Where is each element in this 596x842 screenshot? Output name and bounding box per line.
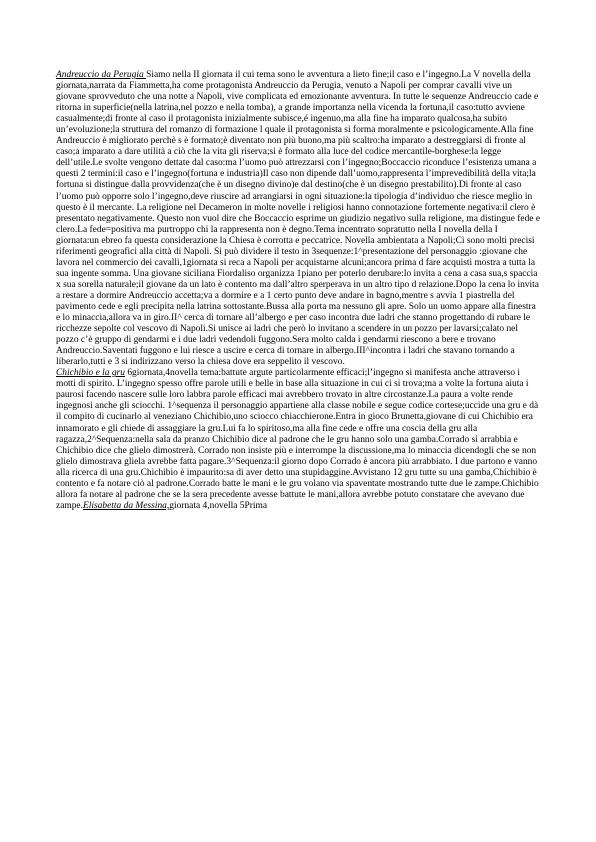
paragraph-andreuccio xyxy=(56,70,542,368)
story-text-andreuccio: Siamo nella II giornata il cui tema sono le avventura a lieto fine;il caso e l’ingegno.La V novella della giornata,narrata da Fiammetta,ha come protagonista Andreuccio da Perugia, venuto a Napoli per comprar cavalli vive un giovane sprovveduto che una notte a Napoli, vive complicata ed emozionante avventura. In tutte le sequenze Andreuccio cade e ritorna in superficie(nella latrina,nel pozzo e nella tomba), a grande importanza nella vicenda la fortuna,il caso:tutto avviene casualmente;di fronte al caso il protagonista inizialmente subisce,é ingenuo,ma alla fine ha imparato qualcosa,ha subito un’evoluzione;la struttura del romanzo di formazione l quale il protagonista si forma moralmente e psicologicamente.Alla fine Andreuccio è migliorato perchè s è formato;è diventato non più buono,ma più scaltro:ha imparato a destreggiarsi di fronte al caso;a imparato a dare utilità a ciò che la vita gli riserva;si è formato alla luce del codice mercantile-borghese:la legge dell’utile.Le svolte vengono dettate dal caso:ma l’uomo può attrezzarsi con l’ingegno;Boccaccio riconduce l’esistenza umana a questi 2 termini:il caso e l’ingegno(fortuna e industria)Il caso non dipende dall’uomo,rappresenta l’imprevedibilità della vita;la fortuna si distingue dalla provvidenza(che è un disegno divino)e dal destino(che è un disegno prestabilito).Di fronte al caso l’uomo può opporre solo l’ingegno,deve riuscire ad arrangiarsi in ogni situazione:la tipologia d’individuo che riesce meglio in questo è il mercante. La religione nel Decameron in molte novelle i religiosi hanno connotazione fortemente negativa:il clero è presentato negativamente. Questo non vuol dire che Boccaccio esprime un giudizio negativo sulla religione, ma distingue fede e clero.La fede=positiva ma purtroppo chi la rappresenta non è degno.Tema incentrato sopratutto nella I novella della I giornata:un ebreo fa questa considerazione la Chiesa è corrotta e peccatrice. Novella ambientata a Napoli;Ci sono molti precisi riferimenti geografici alla città di Napoli. Si può dividere il testo in 3sequenze:1^presentazione del personaggio :giovane che lavora nel commercio dei cavalli,1giornata si reca a Napoli per acquistarne alcuni;ancora prima d fare acquisti mostra a tutta la sua ingente somma. Una giovane siciliana Fiordaliso organizza 1piano per poterlo derubare:lo invita a cena a casa sua,s spaccia x sua sorella naturale;il giovane da un lato è contento ma dall’altro sperperava in un altro tipo d relazione.Dopo la cena lo invita a restare a dormire Andreuccio accetta;va a dormire e a 1 certo punto deve andare in bagno,mentre s avvia 1 piastrella del pavimento cede e egli precipita nella latrina sottostante.Bussa alla porta ma nessuno gli apre. Solo un uomo appare alla finestra e lo minaccia,allora va in giro.II^ cerca di tornare all’albergo e per caso incontra due ladri che stanno progettando di rubare le ricchezze sepolte col vescovo di Napoli.Si unisce ai ladri che però lo invitano a scendere in un pozzo per lavarsi;calato nel pozzo c’è gruppo di gendarmi e i due ladri vedendoli fuggono.Sera molto calda i gendarmi riescono a bere e trovano Andreuccio.Saventati fuggono e lui riesce a uscire e cerca di tornare in albergo.III^incontra i ladri che stavano tornando a liberarlo,tutti e 3 si indirizzano verso la chiesa dove era seppelito il vescovo. xyxy=(56,70,541,368)
story-text-chichibio: 6giornata,4novella tema:battute argute particolarmente efficaci;l’ingegno si manifesta anche attraverso i motti di spirito. L’ingegno spesso offre parole utili e belle in base alla situazione in cui ci si trova;ma a volte la fortuna aiuta i paurosi facendo nascere sulle loro labbra parole efficaci mai avrebbero trovato in altre circostanze.La paura a volte rende ingegnosi anche gli sciocchi. 1^sequenza il personaggio appartiene alla classe nobile e segue codice cortese;uccide una gru e dà il compito di cucinarlo al veneziano Chichibio,uno sciocco chiacchierone.Entra in gioco Brunetta,giovane di cui Chichibio era innamorato e gli chiede di assaggiare la gru.Lui fa lo spiritoso,ma alla fine cede e offre una coscia della gru alla ragazza,2^Sequenza:nella sala da pranzo Chichibio dice al padrone che le gru hanno solo una gamba.Corrado si arrabbia e Chichibio dice che glielo dimostrerà. Corrado non insiste più e interrompe la discussione,ma lo minaccia dicendogli che se non glielo dimostrava gliela avrebbe fatta pagare.3^Sequenza:il giorno dopo Corrado è ancora più arrabbiato. I due partono e vanno alla ricerca di una gru.Chichibio è impaurito:sa di aver detto una stupidaggine.Avvistano 12 gru tutte su una gamba,Chichibio è contento e fa notare ciò al padrone.Corrado batte le mani e le gru volano via spaventate mostrando tutte due le zampe.Chichibio allora fa notare al padrone che se la sera precedente avesse battute le mani,allora avrebbe potuto constatare che avevano due zampe. xyxy=(56,368,539,511)
story-text-elisabetta: giornata 4,novella 5Prima xyxy=(169,500,268,511)
story-title-andreuccio: Andreuccio da Perugia xyxy=(56,70,147,80)
story-title-chichibio: Chichibio e la gru xyxy=(56,368,125,379)
paragraph-chichibio xyxy=(56,368,542,512)
story-title-elisabetta: Elisabetta da Messina, xyxy=(83,500,170,511)
document-page xyxy=(56,70,542,512)
